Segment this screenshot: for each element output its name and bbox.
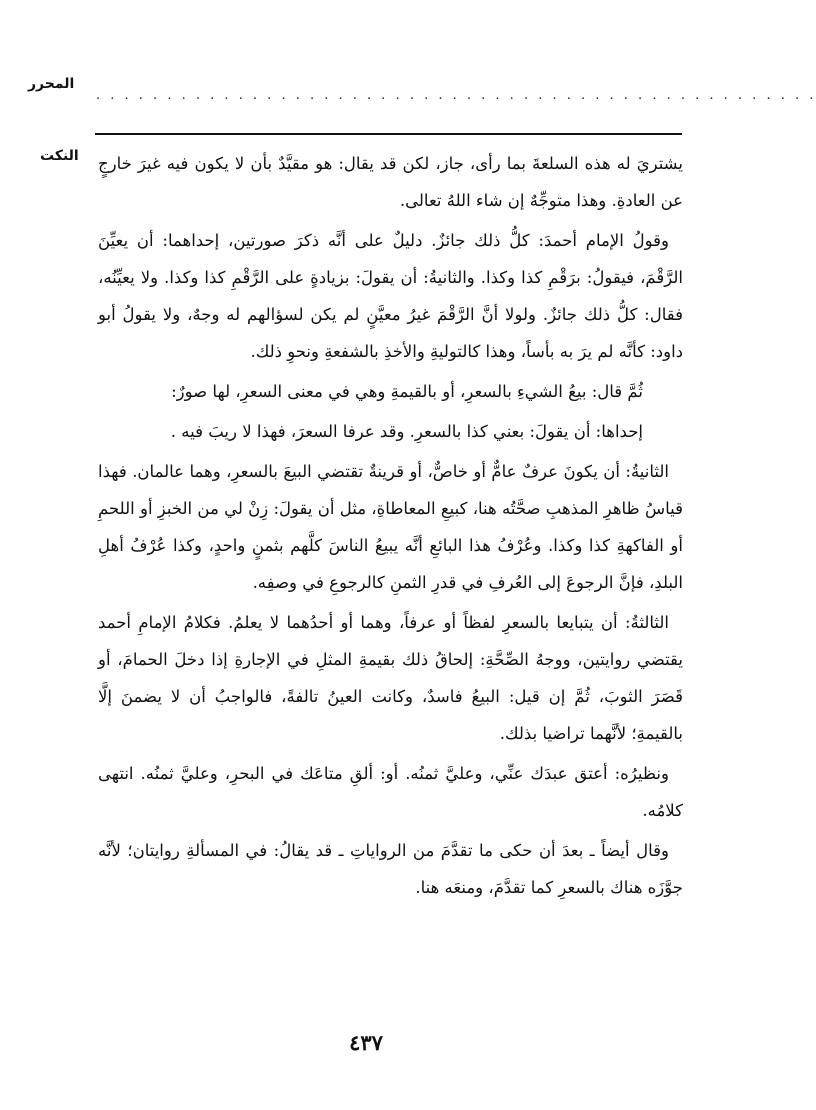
page-number: ٤٣٧: [349, 1030, 383, 1055]
dotted-leader: . . . . . . . . . . . . . . . . . . . . . . . . . . . . . . . . . . . . . . . . . . . . . . . . . . .: [96, 88, 816, 103]
section-label-nukat: النكت: [40, 148, 79, 164]
paragraph: وقال أيضاً ـ بعدَ أن حكى ما تقدَّمَ من الرواياتِ ـ قد يقالُ: في المسألةِ روايتان؛ لأنَّه جوَّزَه هناك بالسعرِ كما تقدَّمَ، ومنعَه هنا.: [98, 841, 683, 897]
paragraph: الثانيةُ: أن يكونَ عرفٌ عامٌّ أو خاصٌّ، أو قرينةٌ تقتضي البيعَ بالسعرِ، وهما عالمان. فهذا قياسُ ظاهرِ المذهبِ صحَّتُه هنا، كبيعِ المعاطاةِ، مثل أن يقولَ: زِنْ لي من الخبزِ أو اللحمِ أو الفاكهةِ كذا وكذا. وعُرْفُ هذا البائعِ أنَّه يبيعُ الناسَ كلَّهم بثمنٍ واحدٍ، وكذا عُرْفُ أهلِ البلدِ، فإنَّ الرجوعَ إلى العُرفِ في قدرِ الثمنِ كالرجوعِ في وصفِه.: [98, 462, 683, 592]
section-label-muharrar: المحرر: [28, 76, 75, 92]
paragraph: يشتريَ له هذه السلعةَ بما رأى، جاز، لكن قد يقال: هو مقيَّدٌ بأن لا يكون فيه غيرَ خارجٍ عن العادةِ. وهذا متوجِّهٌ إن شاء اللهُ تعالى.: [98, 154, 683, 210]
body-text: [98, 145, 683, 909]
paragraph: إحداها: أن يقولَ: بعني كذا بالسعرِ. وقد عرفا السعرَ، فهذا لا ريبَ فيه .: [170, 422, 643, 441]
header-rule: [95, 133, 682, 135]
paragraph: ثُمَّ قال: بيعُ الشيءِ بالسعرِ، أو بالقيمةِ وهي في معنى السعرِ، لها صورٌ:: [171, 382, 643, 401]
paragraph: ونظيرُه: أعتق عبدَك عنِّي، وعليَّ ثمنُه. أو: ألقِ متاعَك في البحرِ، وعليَّ ثمنُه. انتهى كلامُه.: [98, 764, 683, 820]
paragraph: وقولُ الإمام أحمدَ: كلُّ ذلك جائزٌ. دليلٌ على أنَّه ذكرَ صورتين، إحداهما: أن يعيِّنَ الرَّقْمَ، فيقولُ: برَقْمِ كذا وكذا. والثانيةُ: أن يقولَ: بزيادةٍ على الرَّقْمِ كذا وكذا. ولا يعيِّنُه، فقال: كلُّ ذلك جائزٌ. ولولا أنَّ الرَّقْمَ غيرُ معيَّنٍ لم يكن لسؤالهم له وجهٌ، ولا يقولُ أبو داود: كأنَّه لم يرَ به بأساً، وهذا كالتوليةِ والأخذِ بالشفعةِ ونحوِ ذلك.: [98, 231, 683, 361]
paragraph: الثالثةُ: أن يتبايعا بالسعرِ لفظاً أو عرفاً، وهما أو أحدُهما لا يعلمُ. فكلامُ الإمامِ أحمد يقتضي روايتين، ووجهُ الصِّحَّةِ: إلحاقُ ذلك بقيمةِ المثلِ في الإجارةِ إذا دخلَ الحمامَ، أو قَصَرَ الثوبَ، ثُمَّ إن قيل: البيعُ فاسدٌ، وكانت العينُ تالفةً، فالواجبُ أن لا يضمنَ إلَّا بالقيمةِ؛ لأنَّهما تراضيا بذلك.: [98, 613, 683, 743]
